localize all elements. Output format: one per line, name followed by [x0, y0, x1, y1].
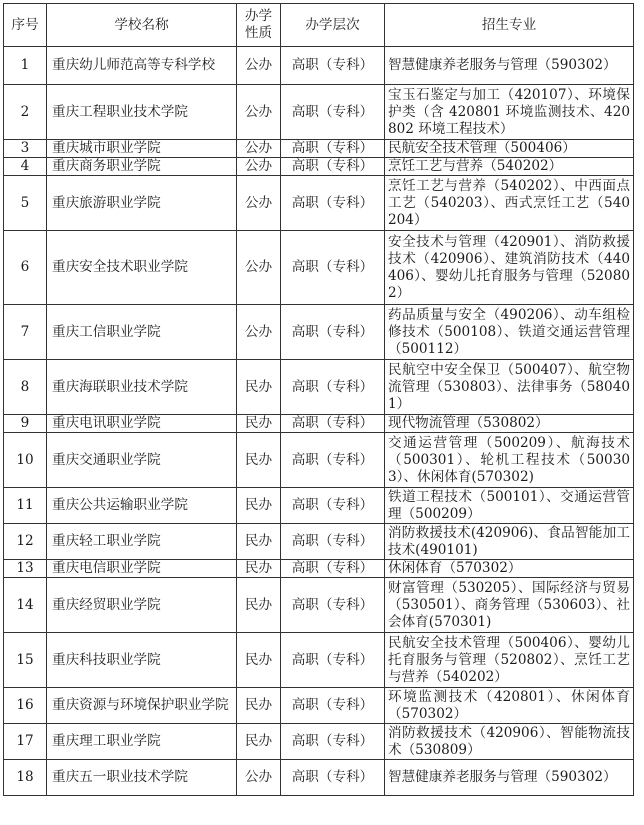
table-row: [4, 724, 634, 760]
table-row: [4, 47, 634, 85]
cell-level: 高职（专科）: [281, 688, 385, 724]
cell-level: 高职（专科）: [281, 415, 385, 433]
cell-majors: 消防救援技术(420906)、食品智能加工技术(490101): [385, 524, 634, 560]
cell-majors: 交通运营管理（500209）、航海技术（500301）、轮机工程技术（500303）、休闲体育(570302): [385, 433, 634, 488]
cell-school-type: 公办: [237, 305, 281, 360]
header-majors: 招生专业: [385, 4, 634, 47]
cell-school-name: 重庆电信职业学院: [47, 560, 237, 578]
cell-school-type: 民办: [237, 433, 281, 488]
cell-school-name: 重庆经贸职业学院: [47, 578, 237, 633]
cell-school-name: 重庆工程职业技术学院: [47, 85, 237, 140]
table-header-row: [4, 4, 634, 47]
cell-school-type: 公办: [237, 85, 281, 140]
cell-majors: 烹饪工艺与营养（540202）: [385, 158, 634, 176]
cell-no: 10: [4, 433, 47, 488]
table-row: [4, 433, 634, 488]
table-row: [4, 578, 634, 633]
table-row: [4, 488, 634, 524]
cell-majors: 智慧健康养老服务与管理（590302）: [385, 760, 634, 796]
cell-no: 14: [4, 578, 47, 633]
cell-no: 18: [4, 760, 47, 796]
cell-school-type: 公办: [237, 760, 281, 796]
cell-majors: 民航空中安全保卫（500407）、航空物流管理（530803）、法律事务（580401）: [385, 360, 634, 415]
cell-level: 高职（专科）: [281, 176, 385, 231]
cell-school-type: 民办: [237, 415, 281, 433]
header-school-name: 学校名称: [47, 4, 237, 47]
table-row: [4, 305, 634, 360]
table-row: [4, 176, 634, 231]
cell-school-name: 重庆商务职业学院: [47, 158, 237, 176]
cell-no: 9: [4, 415, 47, 433]
cell-no: 1: [4, 47, 47, 85]
cell-school-name: 重庆安全技术职业学院: [47, 231, 237, 305]
cell-majors: 财富管理（530205）、国际经济与贸易（530501）、商务管理（530603）、社会体育(570301): [385, 578, 634, 633]
cell-school-type: 民办: [237, 360, 281, 415]
school-major-table: [3, 3, 634, 796]
cell-level: 高职（专科）: [281, 305, 385, 360]
cell-level: 高职（专科）: [281, 488, 385, 524]
cell-school-name: 重庆五一职业技术学院: [47, 760, 237, 796]
table-row: [4, 688, 634, 724]
cell-majors: 民航安全技术管理（500406）: [385, 140, 634, 158]
table-row: [4, 360, 634, 415]
cell-level: 高职（专科）: [281, 633, 385, 688]
table-body: [4, 47, 634, 796]
cell-level: 高职（专科）: [281, 158, 385, 176]
table-row: [4, 85, 634, 140]
table-row: [4, 633, 634, 688]
cell-school-name: 重庆旅游职业学院: [47, 176, 237, 231]
header-no: 序号: [4, 4, 47, 47]
cell-school-type: 民办: [237, 524, 281, 560]
cell-no: 13: [4, 560, 47, 578]
cell-school-type: 民办: [237, 578, 281, 633]
cell-majors: 消防救援技术（420906）、智能物流技术（530809）: [385, 724, 634, 760]
cell-level: 高职（专科）: [281, 231, 385, 305]
cell-level: 高职（专科）: [281, 578, 385, 633]
cell-school-name: 重庆交通职业学院: [47, 433, 237, 488]
cell-majors: 宝玉石鉴定与加工（420107）、环境保护类（含 420801 环境监测技术、420802 环境工程技术）: [385, 85, 634, 140]
cell-level: 高职（专科）: [281, 724, 385, 760]
cell-majors: 烹饪工艺与营养（540202）、中西面点工艺（540203）、西式烹饪工艺（540204）: [385, 176, 634, 231]
cell-no: 6: [4, 231, 47, 305]
table-row: [4, 158, 634, 176]
cell-level: 高职（专科）: [281, 433, 385, 488]
cell-school-name: 重庆轻工职业学院: [47, 524, 237, 560]
cell-school-type: 民办: [237, 688, 281, 724]
cell-level: 高职（专科）: [281, 760, 385, 796]
cell-level: 高职（专科）: [281, 560, 385, 578]
table-row: [4, 415, 634, 433]
cell-school-type: 民办: [237, 488, 281, 524]
cell-school-type: 民办: [237, 560, 281, 578]
cell-majors: 环境监测技术（420801）、休闲体育（570302）: [385, 688, 634, 724]
table-row: [4, 760, 634, 796]
cell-no: 15: [4, 633, 47, 688]
cell-majors: 药品质量与安全（490206）、动车组检修技术（500108）、铁道交通运营管理（500112）: [385, 305, 634, 360]
cell-no: 16: [4, 688, 47, 724]
cell-school-name: 重庆工信职业学院: [47, 305, 237, 360]
table-row: [4, 140, 634, 158]
cell-school-name: 重庆公共运输职业学院: [47, 488, 237, 524]
cell-no: 11: [4, 488, 47, 524]
cell-majors: 铁道工程技术（500101）、交通运营管理（500209）: [385, 488, 634, 524]
cell-no: 8: [4, 360, 47, 415]
cell-majors: 民航安全技术管理（500406）、婴幼儿托育服务与管理（520802）、烹饪工艺与营养（540202）: [385, 633, 634, 688]
cell-no: 2: [4, 85, 47, 140]
cell-school-name: 重庆海联职业技术学院: [47, 360, 237, 415]
cell-majors: 休闲体育（570302）: [385, 560, 634, 578]
cell-no: 17: [4, 724, 47, 760]
cell-school-type: 公办: [237, 47, 281, 85]
cell-level: 高职（专科）: [281, 85, 385, 140]
cell-majors: 现代物流管理（530802）: [385, 415, 634, 433]
cell-school-type: 公办: [237, 231, 281, 305]
cell-level: 高职（专科）: [281, 360, 385, 415]
header-level: 办学层次: [281, 4, 385, 47]
cell-school-name: 重庆理工职业学院: [47, 724, 237, 760]
cell-level: 高职（专科）: [281, 140, 385, 158]
cell-school-type: 公办: [237, 158, 281, 176]
header-school-type: 办学性质: [237, 4, 281, 47]
cell-school-type: 公办: [237, 140, 281, 158]
cell-school-type: 民办: [237, 633, 281, 688]
cell-school-name: 重庆幼儿师范高等专科学校: [47, 47, 237, 85]
cell-school-name: 重庆城市职业学院: [47, 140, 237, 158]
cell-school-name: 重庆科技职业学院: [47, 633, 237, 688]
cell-level: 高职（专科）: [281, 47, 385, 85]
cell-majors: 智慧健康养老服务与管理（590302）: [385, 47, 634, 85]
table-row: [4, 524, 634, 560]
table-row: [4, 231, 634, 305]
cell-school-type: 公办: [237, 176, 281, 231]
cell-no: 5: [4, 176, 47, 231]
cell-school-name: 重庆资源与环境保护职业学院: [47, 688, 237, 724]
cell-no: 3: [4, 140, 47, 158]
cell-level: 高职（专科）: [281, 524, 385, 560]
cell-no: 4: [4, 158, 47, 176]
cell-school-type: 民办: [237, 724, 281, 760]
cell-no: 12: [4, 524, 47, 560]
cell-school-name: 重庆电讯职业学院: [47, 415, 237, 433]
cell-majors: 安全技术与管理（420901）、消防救援技术（420906）、建筑消防技术（440406）、婴幼儿托育服务与管理（520802）: [385, 231, 634, 305]
table-row: [4, 560, 634, 578]
cell-no: 7: [4, 305, 47, 360]
document-page: [3, 3, 634, 796]
